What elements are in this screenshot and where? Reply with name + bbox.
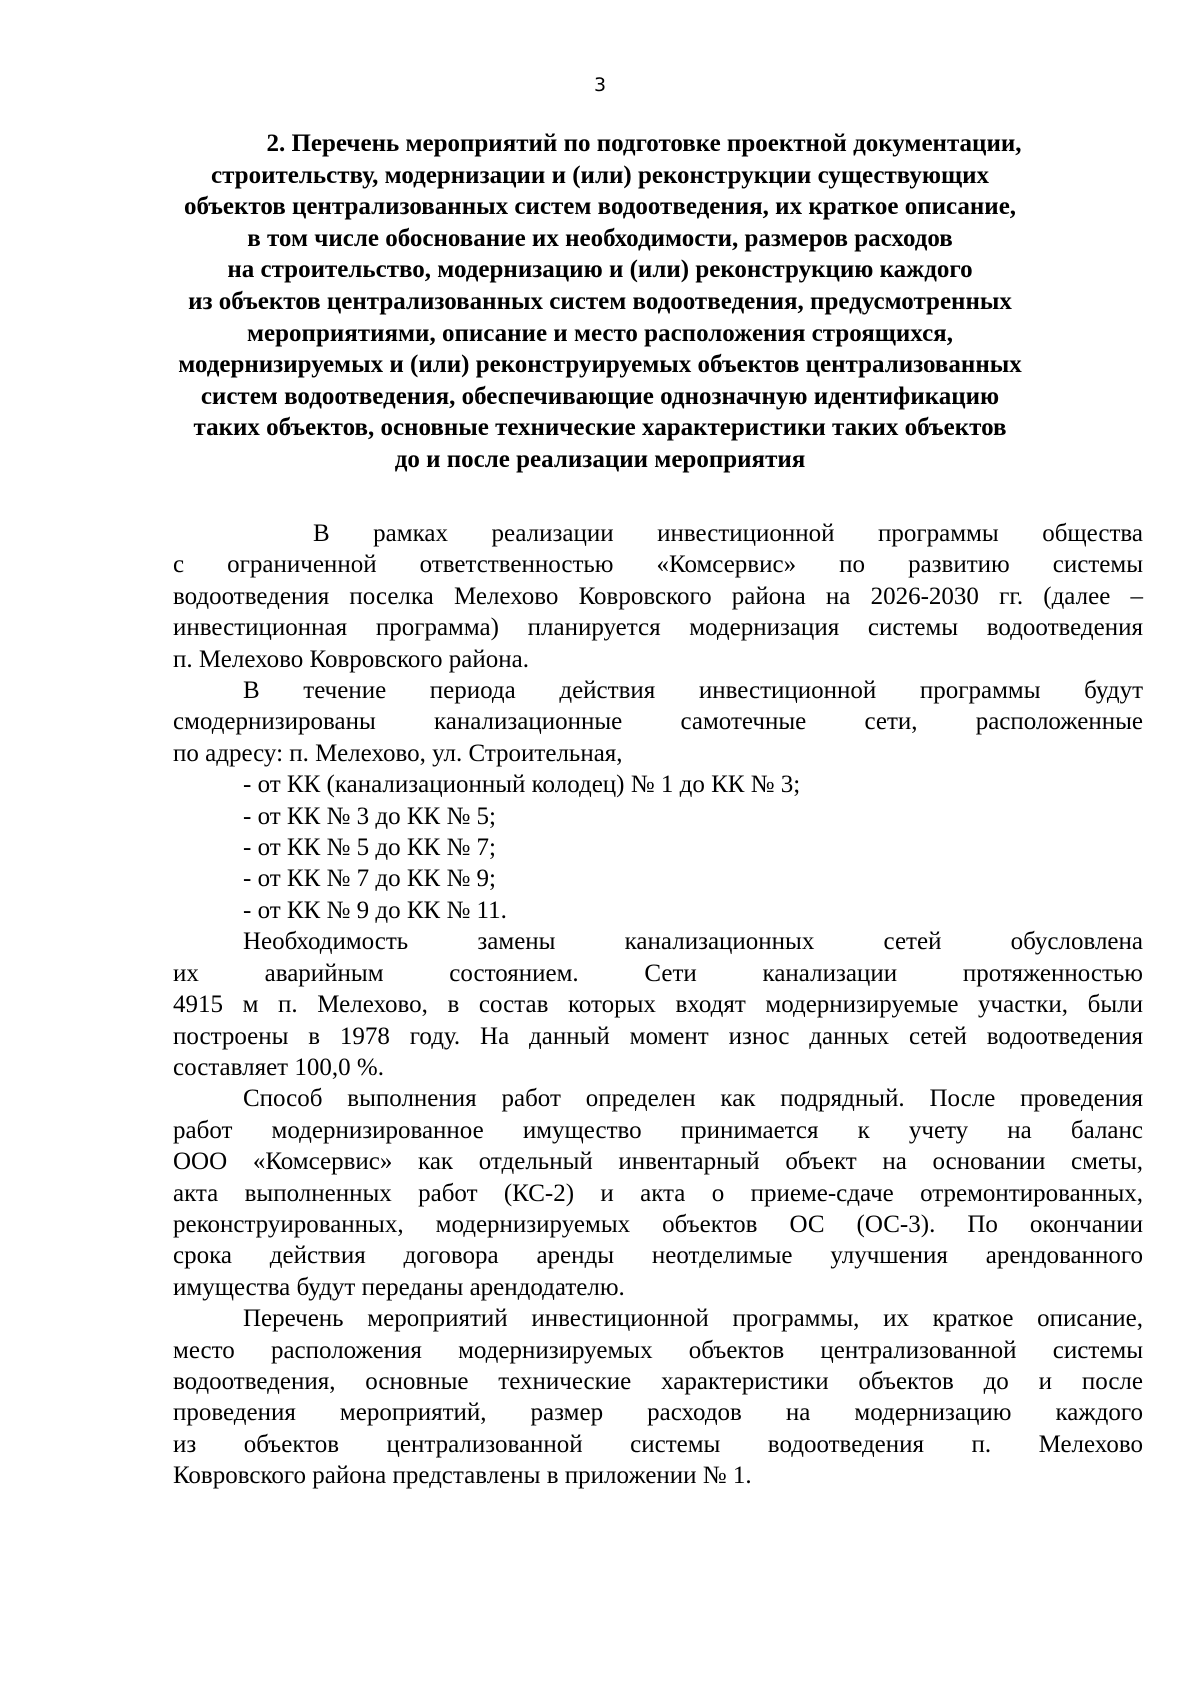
heading-line: из объектов централизованных систем водоотведения, предусмотренных <box>188 287 1012 315</box>
paragraph-modernization-period <box>173 675 1143 769</box>
text-line: реконструированных, модернизируемых объектов ОС (ОС-3). По окончании <box>173 1210 1143 1238</box>
paragraph-appendix-reference <box>173 1303 1143 1491</box>
text-line: В течение периода действия инвестиционной программы будут <box>243 677 1143 705</box>
list-item: - от КК № 5 до КК № 7; <box>243 834 496 862</box>
text-line: смодернизированы канализационные самотечные сети, расположенные <box>173 708 1143 736</box>
text-line: инвестиционная программа) планируется модернизация системы водоотведения <box>173 614 1143 642</box>
heading-line: до и после реализации мероприятия <box>394 445 806 473</box>
text-line: 4915 м п. Мелехово, в состав которых входят модернизируемые участки, были <box>173 991 1143 1019</box>
body-text <box>173 518 1143 1492</box>
text-line: Перечень мероприятий инвестиционной программы, их краткое описание, <box>243 1305 1143 1333</box>
heading-line: 2. Перечень мероприятий по подготовке проектной документации, <box>266 130 1022 157</box>
heading-line: объектов централизованных систем водоотведения, их краткое описание, <box>183 193 1017 221</box>
text-line: место расположения модернизируемых объектов централизованной системы <box>173 1336 1143 1364</box>
text-line: срока действия договора аренды неотделимые улучшения арендованного <box>173 1242 1143 1270</box>
heading-line: мероприятиями, описание и место расположения строящихся, <box>247 319 953 347</box>
heading-line: в том числе обоснование их необходимости, размеров расходов <box>247 224 953 252</box>
heading-line: систем водоотведения, обеспечивающие однозначную идентификацию <box>200 382 1000 410</box>
list-item: - от КК (канализационный колодец) № 1 до КК № 3; <box>243 771 801 799</box>
text-line: Необходимость замены канализационных сетей обусловлена <box>243 928 1143 956</box>
heading-line: на строительство, модернизацию и (или) реконструкцию каждого <box>227 256 973 284</box>
heading-line: модернизируемых и (или) реконструируемых объектов централизованных <box>178 351 1022 379</box>
list-item: - от КК № 9 до КК № 11. <box>243 896 507 924</box>
text-line: работ модернизированное имущество принимается к учету на баланс <box>173 1116 1143 1144</box>
heading-line: строительству, модернизации и (или) реконструкции существующих <box>211 161 989 189</box>
paragraph-work-method <box>173 1083 1143 1303</box>
text-line: по адресу: п. Мелехово, ул. Строительная, <box>173 739 623 767</box>
text-line: водоотведения поселка Мелехово Ковровского района на 2026-2030 гг. (далее – <box>173 582 1143 610</box>
text-line: проведения мероприятий, размер расходов на модернизацию каждого <box>173 1399 1143 1427</box>
paragraph-investment-program <box>173 518 1143 675</box>
list-item: - от КК № 3 до КК № 5; <box>243 802 496 830</box>
text-line: Способ выполнения работ определен как подрядный. После проведения <box>243 1085 1143 1113</box>
text-line: акта выполненных работ (КС-2) и акта о приеме-сдаче отремонтированных, <box>173 1179 1143 1207</box>
text-line: с ограниченной ответственностью «Комсервис» по развитию системы <box>173 551 1143 579</box>
text-line: В рамках реализации инвестиционной программы общества <box>313 520 1143 547</box>
text-line: ООО «Комсервис» как отдельный инвентарный объект на основании сметы, <box>173 1148 1143 1176</box>
text-line: построены в 1978 году. На данный момент износ данных сетей водоотведения <box>173 1022 1143 1050</box>
text-line: их аварийным состоянием. Сети канализации протяженностью <box>173 959 1143 987</box>
heading-line: таких объектов, основные технические характеристики таких объектов <box>193 414 1007 442</box>
text-line: водоотведения, основные технические характеристики объектов до и после <box>173 1367 1143 1395</box>
text-line: из объектов централизованной системы водоотведения п. Мелехово <box>173 1430 1143 1458</box>
sewer-segment-list <box>173 769 1143 926</box>
text-line: Ковровского района представлены в приложении № 1. <box>173 1462 752 1490</box>
list-item: - от КК № 7 до КК № 9; <box>243 865 496 893</box>
text-line: имущества будут переданы арендодателю. <box>173 1273 625 1301</box>
page-number: 3 <box>593 74 607 96</box>
text-line: составляет 100,0 %. <box>173 1053 384 1081</box>
text-line: п. Мелехово Ковровского района. <box>173 645 529 673</box>
paragraph-replacement-need <box>173 926 1143 1083</box>
section-heading <box>150 128 1050 476</box>
